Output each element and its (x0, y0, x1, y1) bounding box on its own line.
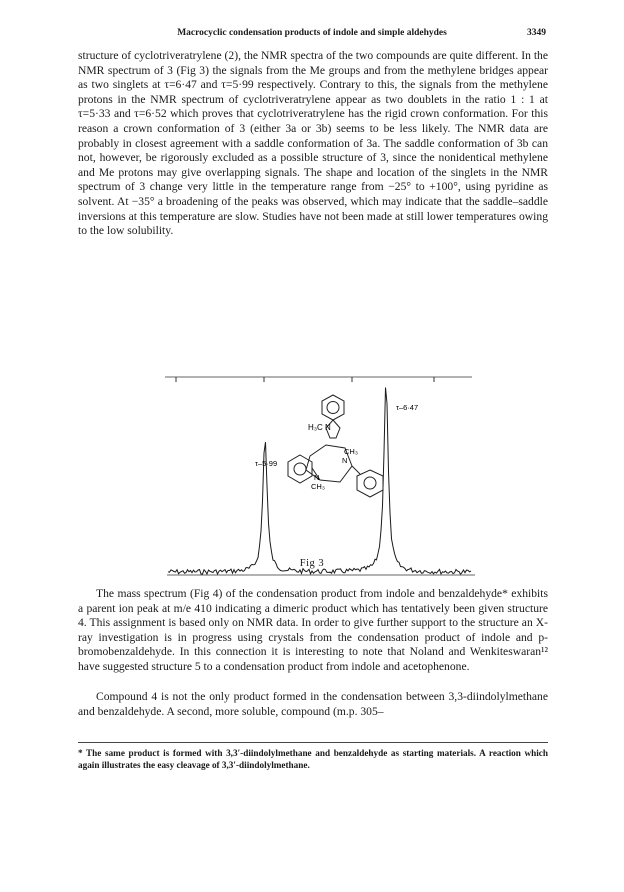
label-n-bottom: N (314, 473, 320, 482)
label-ch3-top: CH₃ (344, 447, 358, 456)
footnote-divider (78, 742, 548, 743)
label-n-top: N (342, 456, 348, 465)
paragraph-1: structure of cyclotriveratrylene (2), the NMR spectra of the two compounds are quite different. In the NMR spectrum of 3 (Fig 3) the signals from the Me groups and from the methylene bridges appear as two singlets at τ=6·47 and τ=5·99 respectively. Contrary to this, the signals from the methylene protons in the NMR spectrum of cyclotriveratrylene appear as two doublets in the ratio 1 : 1 at τ=5·33 and τ=6·52 which proves that cyclotriveratrylene has the rigid crown conformation. For this reason a crown conformation of 3 (either 3a or 3b) seems to be less likely. The NMR data are probably in closest agreement with a saddle conformation of 3a. The saddle conformation of 3b can not, however, be rigorously excluded as a possible structure of 3, since the nonidentical methylene and Me protons may give overlapping signals. The shape and location of the singlets in the NMR spectrum of 3 change very little in the temperature range from −25° to +100°, using pyridine as solvent. At −35° a broadening of the peaks was observed, which may indicate that the saddle–saddle inversions at this temperature are slow. Studies have not been made at still lower temperatures owing to the low solubility. (78, 49, 548, 238)
page-number: 3349 (527, 28, 546, 38)
label-ch3-bottom: CH₃ (311, 482, 325, 491)
peak-label-left: τ–5·99 (255, 459, 278, 468)
right-benzene-ring (357, 470, 383, 497)
label-h3cn: H₃C N (308, 423, 331, 432)
paragraph-3: Compound 4 is not the only product formed in the condensation between 3,3-diindolylmethane and benzaldehyde. A second, more soluble, compound (m.p. 305– (78, 690, 548, 718)
top-benzene-ring (322, 395, 344, 420)
spectrum-trace (168, 388, 471, 575)
bond (352, 466, 360, 474)
aromatic-circle (327, 402, 339, 414)
peak-label-right: τ–6·47 (396, 403, 419, 412)
molecule-structure (288, 395, 383, 497)
aromatic-circle (364, 477, 376, 489)
footnote: * The same product is formed with 3,3′-diindolylmethane and benzaldehyde as starting materials. A reaction which again illustrates the easy cleavage of 3,3′-diindolylmethane. (78, 748, 548, 770)
aromatic-circle (294, 463, 306, 475)
paragraph-2: The mass spectrum (Fig 4) of the condensation product from indole and benzaldehyde* exhibits a parent ion peak at m/e 410 indicating a dimeric product which has tentatively been given structure 4. This assignment is based only on NMR data. In order to give further support to the structure an X-ray investigation is in progress using crystals from the condensation product of indole and p-bromobenzaldehyde. In this connection it is interesting to note that Noland and Wenkiteswaran¹² have suggested structure 5 to a condensation product from indole and acetophenone. (78, 587, 548, 673)
running-title: Macrocyclic condensation products of indole and simple aldehydes (177, 28, 447, 38)
left-benzene-ring (288, 455, 312, 483)
figure-caption: Fig 3 (299, 558, 325, 569)
